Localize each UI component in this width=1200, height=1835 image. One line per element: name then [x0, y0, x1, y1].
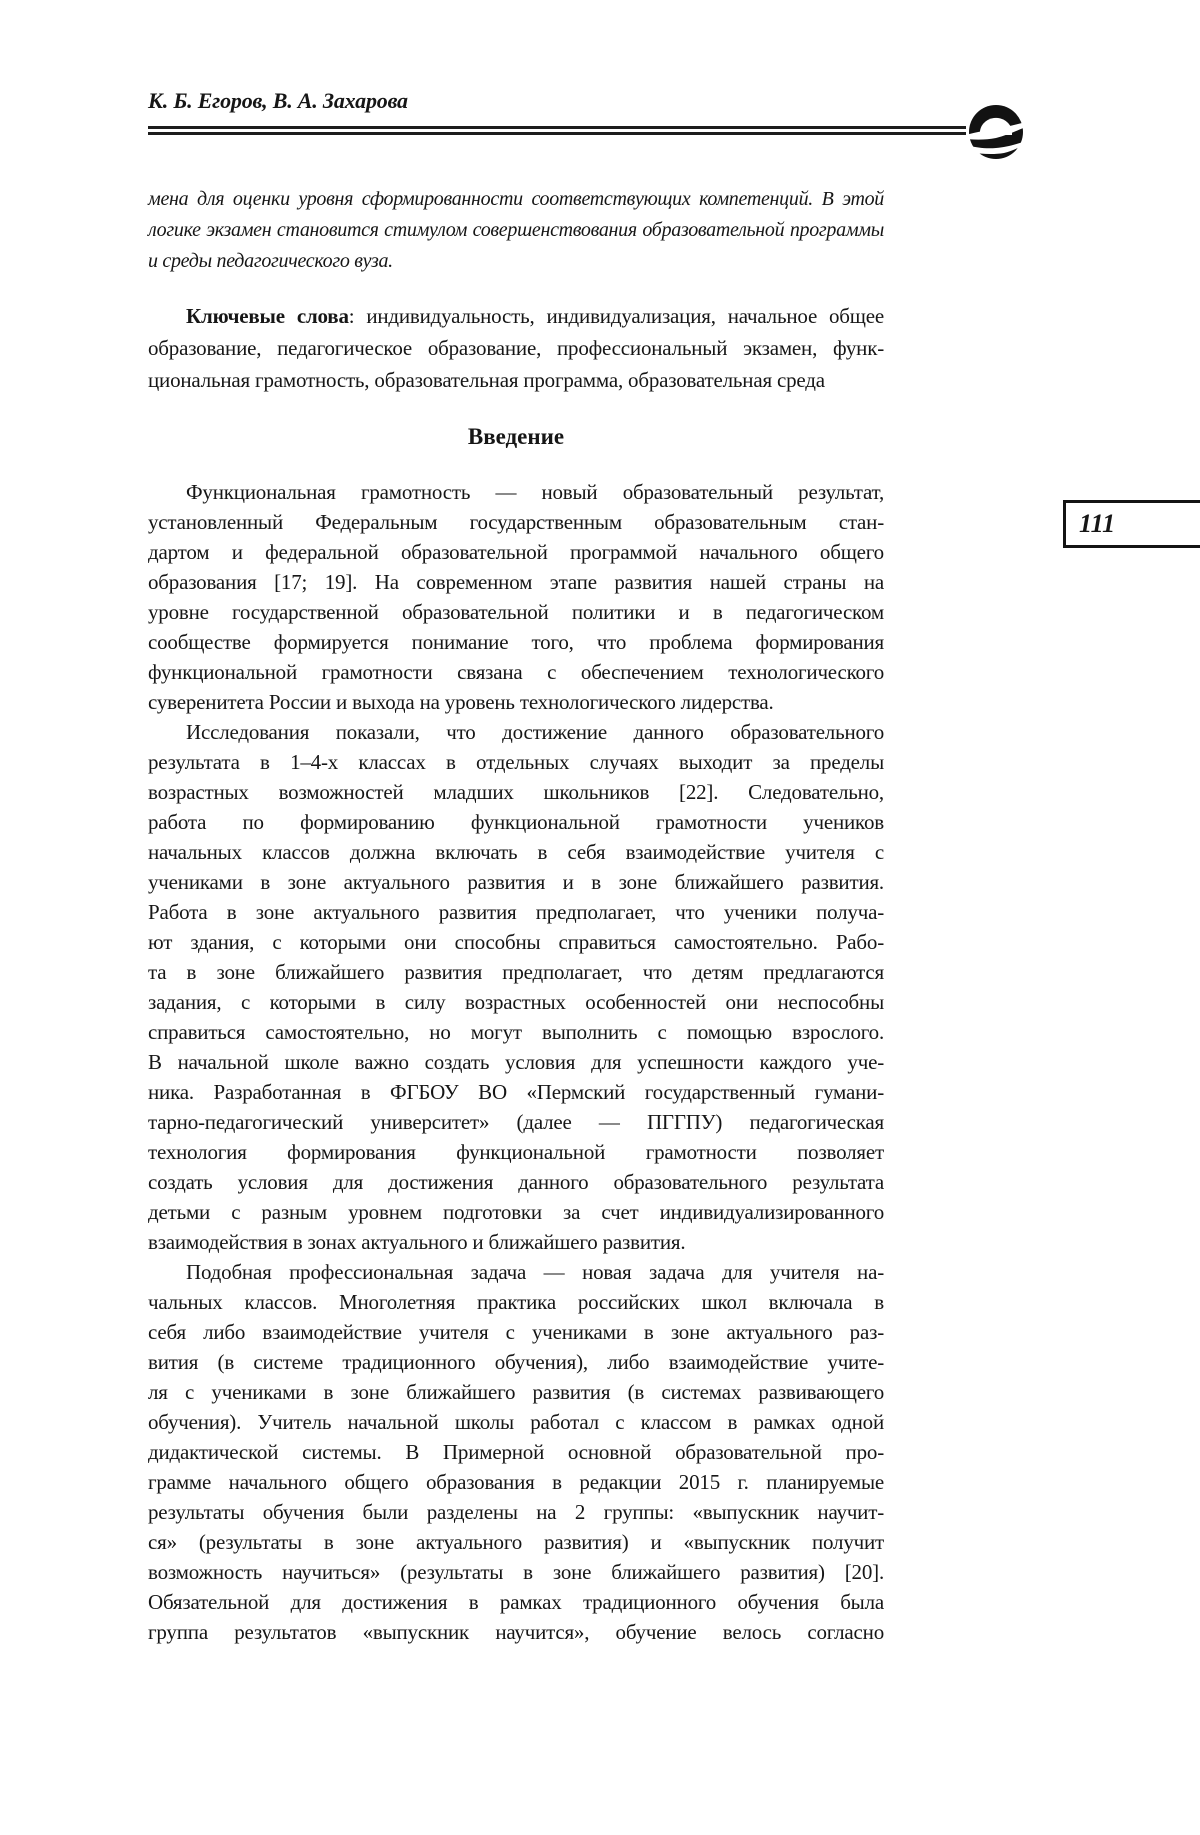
- text-line: группа результатов «выпускник научится», обучение велось согласно: [148, 1620, 884, 1644]
- introduction-text: [148, 477, 884, 1647]
- section-heading-introduction: Введение: [467, 424, 565, 449]
- text-line: начальных классов должна включать в себя взаимодействие учителя с: [148, 840, 884, 864]
- text-line: уровне государственной образовательной политики и в педагогическом: [148, 600, 884, 624]
- text-line: В начальной школе важно создать условия для успешности каждого уче-: [148, 1050, 884, 1074]
- keywords-first-line-text: : индивидуальность, индивидуализация, начальное общее: [348, 304, 884, 328]
- text-line: ля с учениками в зоне ближайшего развития (в системах развивающего: [148, 1380, 884, 1404]
- page-number-box: [1063, 500, 1200, 548]
- text-line: результаты обучения были разделены на 2 группы: «выпускник научит-: [148, 1500, 884, 1524]
- text-line: грамме начального общего образования в редакции 2015 г. планируемые: [148, 1470, 884, 1494]
- text-line: создать условия для достижения данного образовательного результата: [148, 1170, 884, 1194]
- publisher-wave-globe-logo-icon: [966, 102, 1026, 162]
- text-line: работа по формированию функциональной грамотности учеников: [148, 810, 884, 834]
- text-line: Обязательной для достижения в рамках традиционного обучения была: [148, 1590, 884, 1614]
- text-line: и среды педагогического вуза.: [148, 250, 393, 272]
- text-line: суверенитета России и выхода на уровень технологического лидерства.: [148, 690, 774, 714]
- text-line: логике экзамен становится стимулом совершенствования образовательной программы: [148, 219, 884, 241]
- text-line: справиться самостоятельно, но могут выполнить с помощью взрослого.: [148, 1020, 884, 1044]
- keywords-label: Ключевые слова: [186, 304, 349, 328]
- abstract-continuation: [148, 184, 884, 277]
- text-line: возрастных возможностей младших школьников [22]. Следовательно,: [148, 780, 884, 804]
- header-rule: [148, 126, 966, 135]
- text-line: Исследования показали, что достижение данного образовательного: [186, 720, 884, 744]
- text-line: вития (в системе традиционного обучения), либо взаимодействие учите-: [148, 1350, 884, 1374]
- text-line: возможность научиться» (результаты в зоне ближайшего развития) [20].: [148, 1560, 884, 1584]
- text-line: функциональной грамотности связана с обеспечением технологического: [148, 660, 884, 684]
- text-line: [148, 300, 884, 332]
- text-line: обучения). Учитель начальной школы работал с классом в рамках одной: [148, 1410, 884, 1434]
- text-line: результата в 1–4-х классах в отдельных случаях выходит за пределы: [148, 750, 884, 774]
- text-line: Подобная профессиональная задача — новая задача для учителя на-: [186, 1260, 884, 1284]
- text-line: дартом и федеральной образовательной программой начального общего: [148, 540, 884, 564]
- text-line: сообществе формируется понимание того, что проблема формирования: [148, 630, 884, 654]
- text-line: образование, педагогическое образование, профессиональный экзамен, функ-: [148, 336, 884, 360]
- text-line: ника. Разработанная в ФГБОУ ВО «Пермский государственный гумани-: [148, 1080, 884, 1104]
- text-line: ся» (результаты в зоне актуального развития) и «выпускник получит: [148, 1530, 884, 1554]
- text-line: образования [17; 19]. На современном этапе развития нашей страны на: [148, 570, 884, 594]
- text-line: детьми с разным уровнем подготовки за счет индивидуализированного: [148, 1200, 884, 1224]
- page-number: 111: [1079, 509, 1116, 538]
- text-line: взаимодействия в зонах актуального и ближайшего развития.: [148, 1230, 686, 1254]
- text-line: ют здания, с которыми они способны справиться самостоятельно. Рабо-: [148, 930, 884, 954]
- text-line: установленный Федеральным государственным образовательным стан-: [148, 510, 884, 534]
- text-line: чальных классов. Многолетняя практика российских школ включала в: [148, 1290, 884, 1314]
- keywords-paragraph: [148, 300, 884, 396]
- text-line: циональная грамотность, образовательная программа, образовательная среда: [148, 368, 825, 392]
- text-line: дидактической системы. В Примерной основной образовательной про-: [148, 1440, 884, 1464]
- text-line: задания, с которыми в силу возрастных особенностей они неспособны: [148, 990, 884, 1014]
- text-line: учениками в зоне актуального развития и в зоне ближайшего развития.: [148, 870, 884, 894]
- text-line: себя либо взаимодействие учителя с учениками в зоне актуального раз-: [148, 1320, 884, 1344]
- text-line: тарно-педагогический университет» (далее — ПГГПУ) педагогическая: [148, 1110, 884, 1134]
- text-line: мена для оценки уровня сформированности соответствующих компетенций. В этой: [148, 188, 884, 210]
- text-line: Функциональная грамотность — новый образовательный результат,: [186, 480, 884, 504]
- text-line: Работа в зоне актуального развития предполагает, что ученики получа-: [148, 900, 884, 924]
- text-line: та в зоне ближайшего развития предполагает, что детям предлагаются: [148, 960, 884, 984]
- running-head-authors: К. Б. Егоров, В. А. Захарова: [148, 88, 408, 113]
- text-line: технология формирования функциональной грамотности позволяет: [148, 1140, 884, 1164]
